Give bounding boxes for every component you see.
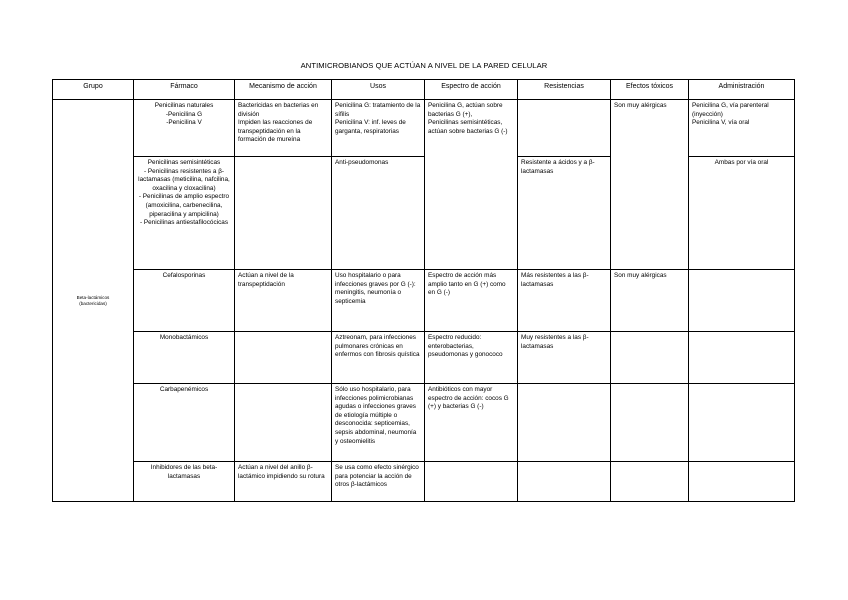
usos-cell: Sólo uso hospitalario, para infecciones polimicrobianas agudas o infecciones graves de etiología múltiple o desconocida: septicemias, sepsis abdominal, neumonía y osteomielitis <box>332 384 425 462</box>
mecanismo-cell <box>235 332 332 384</box>
header-espectro: Espectro de acción <box>425 80 518 100</box>
mecanismo-cell: Actúan a nivel de la transpeptidación <box>235 270 332 332</box>
header-mecanismo: Mecanismo de acción <box>235 80 332 100</box>
espectro-cell: Penicilina G, actúan sobre bacterias G (+), Penicilinas semisintéticas, actúan sobre bacterias G (-) <box>425 100 518 270</box>
administracion-cell <box>689 332 795 384</box>
farmaco-cell: Penicilinas naturales -Penicilina G -Penicilina V <box>134 100 235 157</box>
mecanismo-cell <box>235 157 332 270</box>
usos-cell: Aztreonam, para infecciones pulmonares crónicas en enfermos con fibrosis quística <box>332 332 425 384</box>
administracion-cell <box>689 270 795 332</box>
antimicrobial-table <box>52 79 795 502</box>
resistencias-cell: Más resistentes a las β-lactamasas <box>518 270 611 332</box>
header-farmaco: Fármaco <box>134 80 235 100</box>
table-row-inhibidores <box>53 462 795 502</box>
efectos-cell: Son muy alérgicas <box>611 270 689 332</box>
mecanismo-cell: Bactericidas en bacterias en división Impiden las reacciones de transpeptidación en la formación de mureína <box>235 100 332 157</box>
efectos-cell <box>611 332 689 384</box>
administracion-cell: Penicilina G, vía parenteral (inyección) Penicilina V, vía oral <box>689 100 795 157</box>
usos-cell: Uso hospitalario o para infecciones graves por G (-): meningitis, neumonía o septicemia <box>332 270 425 332</box>
header-resistencias: Resistencias <box>518 80 611 100</box>
resistencias-cell <box>518 462 611 502</box>
grupo-name: Beta-lactámicos <box>76 294 110 300</box>
farmaco-cell: Carbapenémicos <box>134 384 235 462</box>
header-grupo: Grupo <box>53 80 134 100</box>
resistencias-cell <box>518 100 611 157</box>
efectos-cell <box>611 384 689 462</box>
resistencias-cell: Resistente a ácidos y a β-lactamasas <box>518 157 611 270</box>
table-row-carbapenemicos <box>53 384 795 462</box>
efectos-cell <box>611 462 689 502</box>
table-row-penicilinas-naturales <box>53 100 795 157</box>
farmaco-cell: Penicilinas semisintéticas - Penicilinas resistentes a β-lactamasas (meticilina, nafcilina, oxacilina y cloxacilina) - Penicilinas de amplio espectro (amoxicilina, carbenecilina, piperacilina y ampicilina) - Penicilinas antiestafilocócicas <box>134 157 235 270</box>
mecanismo-cell: Actúan a nivel del anillo β-lactámico impidiendo su rotura <box>235 462 332 502</box>
efectos-cell: Son muy alérgicas <box>611 100 689 270</box>
farmaco-cell: Cefalosporinas <box>134 270 235 332</box>
administracion-cell: Ambas por vía oral <box>689 157 795 270</box>
header-usos: Usos <box>332 80 425 100</box>
espectro-cell: Espectro reducido: enterobacterias, pseudomonas y gonococo <box>425 332 518 384</box>
administracion-cell <box>689 462 795 502</box>
administracion-cell <box>689 384 795 462</box>
table-row-cefalosporinas <box>53 270 795 332</box>
farmaco-cell: Inhibidores de las beta-lactamasas <box>134 462 235 502</box>
page-title: ANTIMICROBIANOS QUE ACTÚAN A NIVEL DE LA PARED CELULAR <box>300 61 548 70</box>
mecanismo-cell <box>235 384 332 462</box>
espectro-cell: Antibióticos con mayor espectro de acción: cocos G (+) y bacterias G (-) <box>425 384 518 462</box>
grupo-cell <box>53 100 134 502</box>
header-efectos: Efectos tóxicos <box>611 80 689 100</box>
farmaco-cell: Monobactámicos <box>134 332 235 384</box>
header-administracion: Administración <box>689 80 795 100</box>
table-row-monobactamicos <box>53 332 795 384</box>
usos-cell: Se usa como efecto sinérgico para potenciar la acción de otros β-lactámicos <box>332 462 425 502</box>
espectro-cell <box>425 462 518 502</box>
header-row <box>53 80 795 100</box>
usos-cell: Penicilina G: tratamiento de la sífilis Penicilina V: inf. leves de garganta, respiratorias <box>332 100 425 157</box>
resistencias-cell <box>518 384 611 462</box>
resistencias-cell: Muy resistentes a las β-lactamasas <box>518 332 611 384</box>
usos-cell: Anti-pseudomonas <box>332 157 425 270</box>
grupo-sub: (bactericidas) <box>79 300 107 306</box>
espectro-cell: Espectro de acción más amplio tanto en G (+) como en G (-) <box>425 270 518 332</box>
